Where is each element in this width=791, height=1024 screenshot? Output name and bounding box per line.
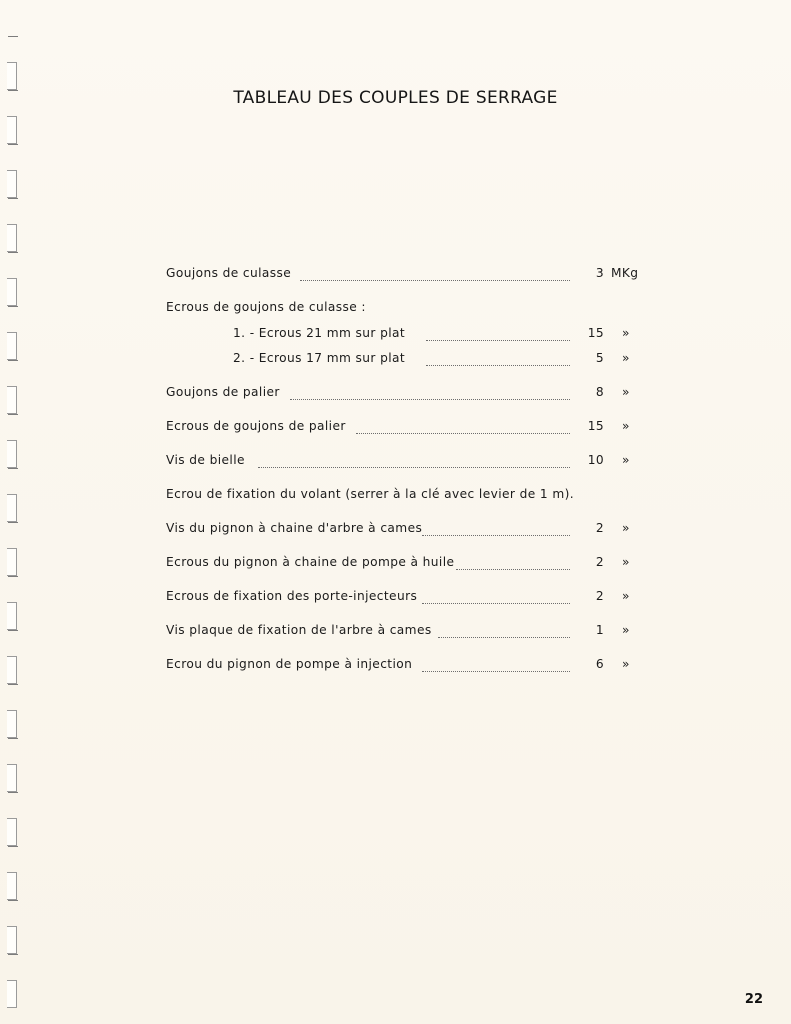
row-label: Vis du pignon à chaine d'arbre à cames <box>166 521 423 535</box>
row-label: Ecrou du pignon de pompe à injection <box>166 657 413 671</box>
row-value: 15 <box>587 326 604 340</box>
table-row <box>0 487 791 507</box>
row-value: 2 <box>595 521 604 535</box>
row-label: Goujons de palier <box>166 385 280 399</box>
row-unit: » <box>622 555 630 569</box>
page-title: TABLEAU DES COUPLES DE SERRAGE <box>233 88 558 108</box>
table-row <box>0 385 791 405</box>
dot-leader <box>300 266 570 281</box>
row-label: Ecrous de goujons de palier <box>166 419 346 433</box>
row-value: 2 <box>595 555 604 569</box>
row-label: Goujons de culasse <box>166 266 292 280</box>
table-row <box>0 351 791 371</box>
row-unit: » <box>622 326 630 340</box>
punch-hole <box>7 62 17 90</box>
dot-leader <box>356 419 570 434</box>
punch-hole <box>7 926 17 954</box>
page-number: 22 <box>744 992 763 1007</box>
row-label: Ecrous de goujons de culasse : <box>166 300 366 314</box>
dot-leader <box>426 326 570 341</box>
punch-hole <box>7 116 17 144</box>
row-value: 10 <box>587 453 604 467</box>
binder-tick <box>8 252 18 253</box>
punch-hole <box>7 980 17 1008</box>
row-value: 6 <box>595 657 604 671</box>
row-value: 3 <box>595 266 604 280</box>
row-label: Vis de bielle <box>166 453 245 467</box>
row-label: Ecrous du pignon à chaine de pompe à huile <box>166 555 455 569</box>
row-label: Ecrous de fixation des porte-injecteurs <box>166 589 418 603</box>
table-row <box>0 419 791 439</box>
row-label: Ecrou de fixation du volant (serrer à la clé avec levier de 1 m). <box>166 487 575 501</box>
row-unit: » <box>622 385 630 399</box>
dot-leader <box>438 623 570 638</box>
dot-leader <box>422 657 570 672</box>
row-unit: » <box>622 589 630 603</box>
row-value: 15 <box>587 419 604 433</box>
punch-hole <box>7 764 17 792</box>
table-row <box>0 326 791 346</box>
binder-tick <box>8 792 18 793</box>
punch-hole <box>7 170 17 198</box>
binder-tick <box>8 954 18 955</box>
binder-tick <box>8 684 18 685</box>
punch-hole <box>7 818 17 846</box>
row-unit: » <box>622 623 630 637</box>
dot-leader <box>422 521 570 536</box>
binder-tick <box>8 846 18 847</box>
dot-leader <box>456 555 570 570</box>
row-value: 2 <box>595 589 604 603</box>
binder-tick <box>8 900 18 901</box>
row-value: 1 <box>595 623 604 637</box>
punch-hole <box>7 872 17 900</box>
row-value: 8 <box>595 385 604 399</box>
dot-leader <box>258 453 570 468</box>
dot-leader <box>290 385 570 400</box>
table-row <box>0 657 791 677</box>
binder-holes <box>0 0 26 1024</box>
table-row <box>0 266 791 286</box>
punch-hole <box>7 224 17 252</box>
binder-tick <box>8 576 18 577</box>
table-row <box>0 521 791 541</box>
row-unit: » <box>622 521 630 535</box>
row-unit: » <box>622 351 630 365</box>
row-label: 2. - Ecrous 17 mm sur plat <box>233 351 406 365</box>
binder-tick <box>8 144 18 145</box>
row-unit: » <box>622 419 630 433</box>
dot-leader <box>426 351 570 366</box>
row-unit: » <box>622 657 630 671</box>
punch-hole <box>7 710 17 738</box>
table-row <box>0 623 791 643</box>
row-value: 5 <box>595 351 604 365</box>
binder-tick <box>8 738 18 739</box>
binder-tick <box>8 414 18 415</box>
binder-tick <box>8 36 18 37</box>
binder-tick <box>8 198 18 199</box>
table-row <box>0 555 791 575</box>
table-row <box>0 300 791 320</box>
row-unit: MKg <box>611 266 639 280</box>
row-label: Vis plaque de fixation de l'arbre à cames <box>166 623 432 637</box>
row-unit: » <box>622 453 630 467</box>
table-row <box>0 453 791 473</box>
row-label: 1. - Ecrous 21 mm sur plat <box>233 326 406 340</box>
dot-leader <box>422 589 570 604</box>
table-row <box>0 589 791 609</box>
